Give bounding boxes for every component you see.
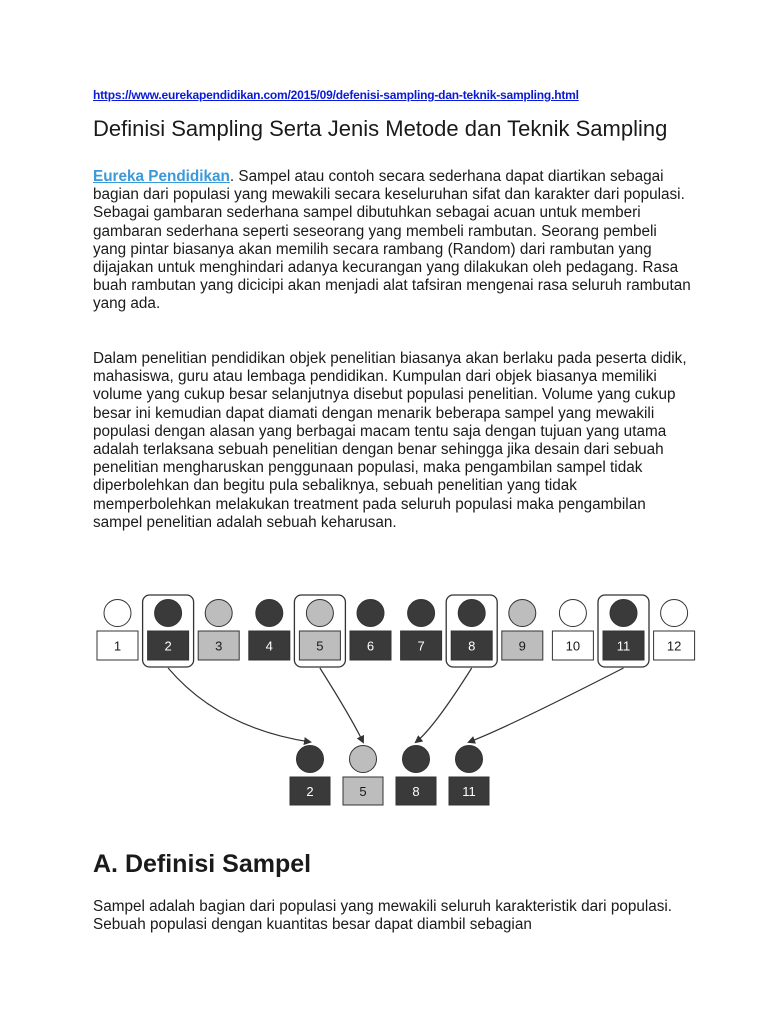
sample-circle — [297, 746, 324, 773]
population-circle — [661, 600, 688, 627]
selection-arrow — [469, 668, 624, 742]
population-label: 4 — [265, 638, 273, 654]
population-label: 10 — [565, 638, 581, 654]
population-circle — [559, 600, 586, 627]
selection-arrow — [320, 668, 363, 742]
population-label: 5 — [316, 638, 324, 654]
sample-circle — [456, 746, 483, 773]
population-circle — [509, 600, 536, 627]
population-label: 9 — [518, 638, 526, 654]
population-label: 1 — [113, 638, 122, 654]
sample-label: 8 — [412, 784, 420, 799]
sampling-diagram — [90, 570, 700, 832]
population-label: 12 — [666, 638, 682, 654]
sample-label: 5 — [359, 784, 367, 799]
brand-link[interactable]: Eureka Pendidikan — [93, 168, 230, 185]
population-circle — [408, 600, 435, 627]
population-label: 3 — [215, 638, 223, 654]
population-label: 7 — [417, 638, 425, 654]
selection-arrow — [168, 668, 310, 742]
population-circle — [306, 600, 333, 627]
population-circle — [205, 600, 232, 627]
population-circle — [256, 600, 283, 627]
population-circle — [357, 600, 384, 627]
page-title: Definisi Sampling Serta Jenis Metode dan Teknik Sampling — [93, 116, 668, 141]
section-a-heading: A. Definisi Sampel — [93, 850, 312, 878]
selection-arrow — [416, 668, 472, 742]
population-paragraph: Dalam penelitian pendidikan objek penelitian biasanya akan berlaku pada peserta didik, mahasiswa, guru atau lembaga pendidikan. Kumpulan dari objek biasanya memiliki volume yang cukup besar selanjutnya disebut populasi penelitian. Volume yang cukup besar ini kemudian dapat diamati dengan menarik beberapa sampel yang mewakili populasi dengan alasan yang berbagai macam tentu saja dengan tujuan yang utama adalah terlaksana sebuah penelitian dengan benar sehingga jika desain dari sebuah penelitian mengharuskan penggunaan populasi, maka pengambilan sampel tidak diperbolehkan dan begitu pula sebaliknya, sebuah penelitian yang tidak memperbolehkan melakukan treatment pada seluruh populasi maka pengambilan sampel penelitian adalah sebuah keharusan. — [93, 350, 687, 531]
sample-label: 11 — [462, 784, 476, 799]
sample-circle — [350, 746, 377, 773]
population-label: 8 — [468, 638, 476, 654]
population-circle — [155, 600, 182, 627]
population-label: 11 — [616, 638, 631, 654]
intro-text: . Sampel atau contoh secara sederhana dapat diartikan sebagai bagian dari populasi yang mewakili secara keseluruhan sifat dan karakter dari populasi. Sebagai gambaran sederhana sampel dibutuhkan sebagai acuan untuk memberi gambaran sederhana seperti seseorang yang membeli rambutan. Seorang pembeli yang pintar biasanya akan memilih secara rambang (Random) dari rambutan yang dijajakan untuk menghindari adanya kecurangan yang dilakukan oleh pedagang. Rasa buah rambutan yang dicicipi akan menjadi alat tafsiran mengenai rasa seluruh rambutan yang ada. — [93, 168, 691, 313]
sample-circle — [403, 746, 430, 773]
population-circle — [610, 600, 637, 627]
intro-paragraph — [93, 168, 693, 314]
sample-label: 2 — [306, 784, 314, 799]
population-label: 6 — [366, 638, 375, 654]
source-url-link[interactable]: https://www.eurekapendidikan.com/2015/09/defenisi-sampling-dan-teknik-sampling.html — [93, 88, 579, 102]
population-circle — [458, 600, 485, 627]
population-circle — [104, 600, 131, 627]
population-label: 2 — [164, 638, 172, 654]
section-a-paragraph: Sampel adalah bagian dari populasi yang mewakili seluruh karakteristik dari populasi. Sebuah populasi dengan kuantitas besar dapat diambil sebagian — [93, 898, 673, 934]
